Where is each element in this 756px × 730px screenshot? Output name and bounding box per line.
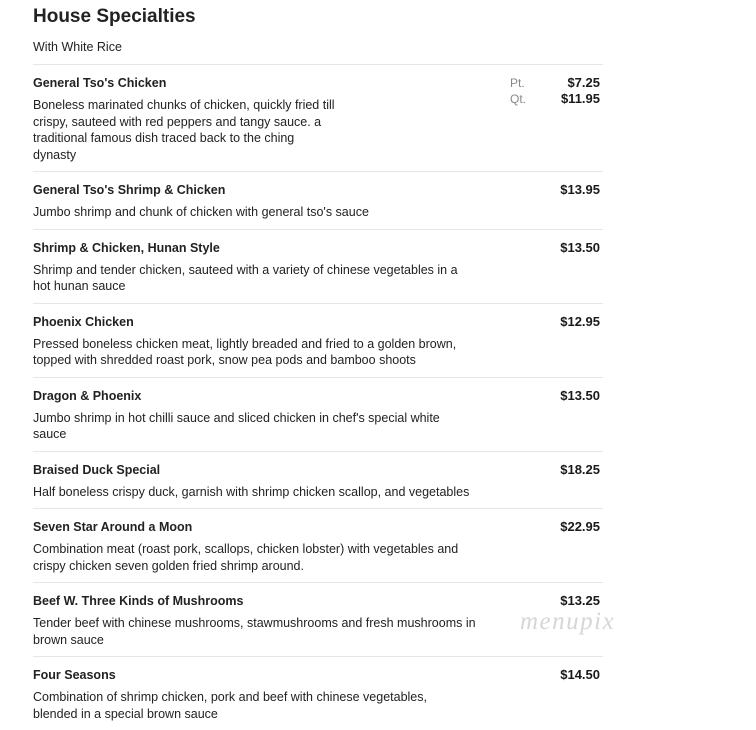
menu-item [33, 230, 603, 304]
item-description: Shrimp and tender chicken, sauteed with a variety of chinese vegetables in a hot hunan sauce [33, 262, 458, 293]
menu-item [33, 452, 603, 510]
item-name: Shrimp & Chicken, Hunan Style [33, 240, 220, 255]
menu-item [33, 509, 603, 583]
item-price: $14.50 [560, 667, 600, 682]
item-name: General Tso's Chicken [33, 76, 167, 90]
item-description: Combination meat (roast pork, scallops, chicken lobster) with vegetables and crispy chicken seven golden fried shrimp around. [33, 542, 459, 573]
item-price: $11.95 [560, 91, 600, 106]
item-name: Four Seasons [33, 668, 116, 682]
price-size-label: Pt. [510, 76, 525, 90]
item-name: Beef W. Three Kinds of Mushrooms [33, 594, 244, 608]
item-price: $22.95 [560, 519, 600, 534]
item-price: $12.95 [560, 313, 600, 329]
item-price: $13.25 [560, 593, 600, 608]
section-subtitle: With White Rice [33, 40, 122, 54]
menu-item [33, 657, 603, 730]
item-name: Braised Duck Special [33, 462, 161, 477]
item-name: Dragon & Phoenix [33, 388, 142, 403]
item-description: Boneless marinated chunks of chicken, quickly fried till crispy, sauteed with red peppers and tangy sauce. a traditional famous dish traced back to the ching dynasty [33, 98, 335, 162]
item-name: Phoenix Chicken [33, 314, 134, 329]
watermark: menupix [520, 608, 616, 635]
item-description: Tender beef with chinese mushrooms, stawmushrooms and fresh mushrooms in brown sauce [33, 616, 476, 647]
item-name: Seven Star Around a Moon [33, 520, 193, 534]
item-price: $18.25 [560, 461, 600, 477]
item-price: $13.50 [560, 387, 600, 403]
menu-item [33, 304, 603, 378]
price-row [510, 75, 600, 91]
item-description: Pressed boneless chicken meat, lightly breaded and fried to a golden brown, topped with shredded roast pork, snow pea pods and bamboo shoots [33, 336, 457, 367]
item-price: $13.50 [560, 239, 600, 255]
item-price-list [510, 75, 600, 107]
item-name: General Tso's Shrimp & Chicken [33, 183, 226, 197]
item-price: $7.25 [567, 75, 600, 90]
menu-item [33, 172, 603, 230]
item-description: Jumbo shrimp in hot chilli sauce and sliced chicken in chef's special white sauce [33, 410, 440, 441]
item-price: $13.95 [560, 182, 600, 197]
item-description: Half boneless crispy duck, garnish with shrimp chicken scallop, and vegetables [33, 484, 470, 499]
price-row [510, 91, 600, 107]
menu-item [33, 583, 603, 657]
item-description: Combination of shrimp chicken, pork and beef with chinese vegetables, blended in a special brown sauce [33, 690, 427, 721]
price-size-label: Qt. [510, 92, 527, 106]
menu-item [33, 378, 603, 452]
menu-section [33, 0, 603, 730]
menu-item [33, 65, 603, 172]
section-title: House Specialties [33, 6, 196, 27]
item-description: Jumbo shrimp and chunk of chicken with general tso's sauce [33, 205, 369, 219]
